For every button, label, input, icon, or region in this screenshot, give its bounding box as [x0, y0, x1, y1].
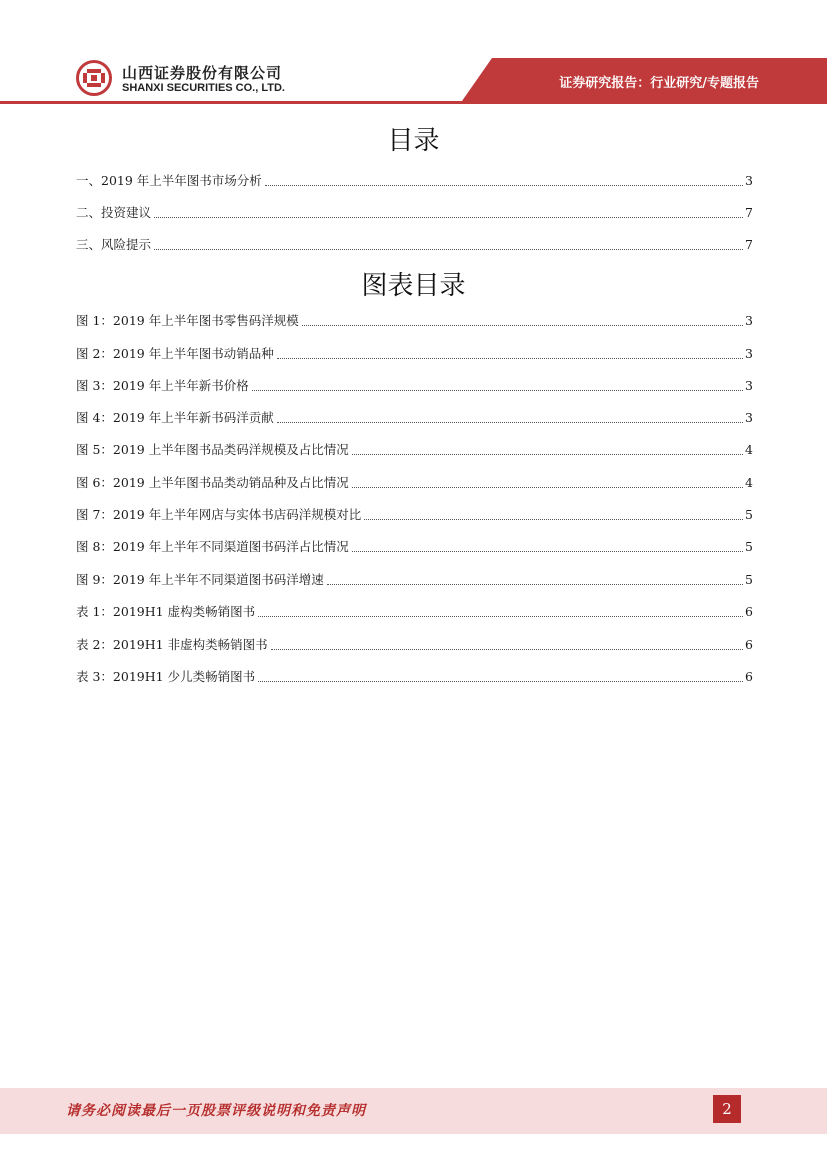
table-entry[interactable]: [76, 636, 753, 654]
leader-dots: [258, 616, 743, 617]
figure-entry-label: 图 5：2019 上半年图书品类码洋规模及占比情况: [76, 442, 349, 457]
figure-entry-page: 4: [745, 475, 753, 490]
toc-title: 目录: [387, 126, 440, 156]
figure-entry[interactable]: [76, 441, 753, 459]
figure-entry-page: 5: [745, 507, 753, 522]
figures-title: 图表目录: [361, 271, 466, 301]
figure-entry-label: 图 4：2019 年上半年新书码洋贡献: [76, 410, 274, 425]
figure-entry[interactable]: [76, 474, 753, 492]
table-entry-page: 6: [745, 604, 753, 619]
company-name-en: SHANXI SECURITIES CO., LTD.: [122, 82, 285, 94]
leader-dots: [252, 390, 743, 391]
company-name-cn: 山西证券股份有限公司: [122, 64, 283, 82]
leader-dots: [265, 185, 743, 186]
toc-entry[interactable]: [76, 204, 753, 222]
leader-dots: [154, 217, 743, 218]
figure-entry-label: 图 9：2019 年上半年不同渠道图书码洋增速: [76, 572, 324, 587]
figure-entry-label: 图 8：2019 年上半年不同渠道图书码洋占比情况: [76, 539, 349, 554]
leader-dots: [302, 325, 743, 326]
figure-entry[interactable]: [76, 377, 753, 395]
figure-entry-page: 5: [745, 539, 753, 554]
leader-dots: [277, 358, 743, 359]
leader-dots: [327, 584, 743, 585]
figure-entry[interactable]: [76, 538, 753, 556]
report-type-label: 证券研究报告：行业研究/专题报告: [559, 76, 759, 91]
figure-entry[interactable]: [76, 506, 753, 524]
leader-dots: [277, 422, 743, 423]
page-header: [0, 0, 827, 110]
toc-entry-page: 7: [745, 237, 753, 252]
page-number: 2: [713, 1095, 741, 1123]
figure-entry-page: 3: [745, 346, 753, 361]
leader-dots: [352, 487, 743, 488]
table-entry-page: 6: [745, 669, 753, 684]
table-entry[interactable]: [76, 668, 753, 686]
figure-entry-page: 3: [745, 378, 753, 393]
figure-entry[interactable]: [76, 409, 753, 427]
leader-dots: [364, 519, 743, 520]
toc-entry-label: 一、2019 年上半年图书市场分析: [76, 173, 262, 188]
figure-entry-label: 图 2：2019 年上半年图书动销品种: [76, 346, 274, 361]
figure-entry-label: 图 6：2019 上半年图书品类动销品种及占比情况: [76, 475, 349, 490]
figure-entry[interactable]: [76, 571, 753, 589]
toc-entry-label: 二、投资建议: [76, 205, 152, 220]
table-entry-label: 表 3：2019H1 少儿类畅销图书: [76, 669, 256, 684]
toc-entry-page: 3: [745, 173, 753, 188]
leader-dots: [352, 454, 743, 455]
leader-dots: [154, 249, 743, 250]
table-entry[interactable]: [76, 603, 753, 621]
figure-entry[interactable]: [76, 312, 753, 330]
figure-entry-page: 3: [745, 410, 753, 425]
figure-entry-page: 4: [745, 442, 753, 457]
table-entry-label: 表 1：2019H1 虚构类畅销图书: [76, 604, 256, 619]
figure-entry-page: 3: [745, 313, 753, 328]
figure-entry-page: 5: [745, 572, 753, 587]
table-entry-page: 6: [745, 637, 753, 652]
table-entry-label: 表 2：2019H1 非虚构类畅销图书: [76, 637, 268, 652]
toc-entry[interactable]: [76, 172, 753, 190]
figure-entry-label: 图 3：2019 年上半年新书价格: [76, 378, 249, 393]
toc-entry[interactable]: [76, 236, 753, 254]
leader-dots: [258, 681, 743, 682]
toc-entry-page: 7: [745, 205, 753, 220]
footer-disclaimer: 请务必阅读最后一页股票评级说明和免责声明: [66, 1103, 366, 1119]
leader-dots: [352, 551, 743, 552]
figure-entry[interactable]: [76, 345, 753, 363]
company-logo-icon: [76, 60, 112, 96]
figure-entry-label: 图 1：2019 年上半年图书零售码洋规模: [76, 313, 299, 328]
leader-dots: [271, 649, 743, 650]
figure-entry-label: 图 7：2019 年上半年网店与实体书店码洋规模对比: [76, 507, 362, 522]
toc-entry-label: 三、风险提示: [76, 237, 152, 252]
